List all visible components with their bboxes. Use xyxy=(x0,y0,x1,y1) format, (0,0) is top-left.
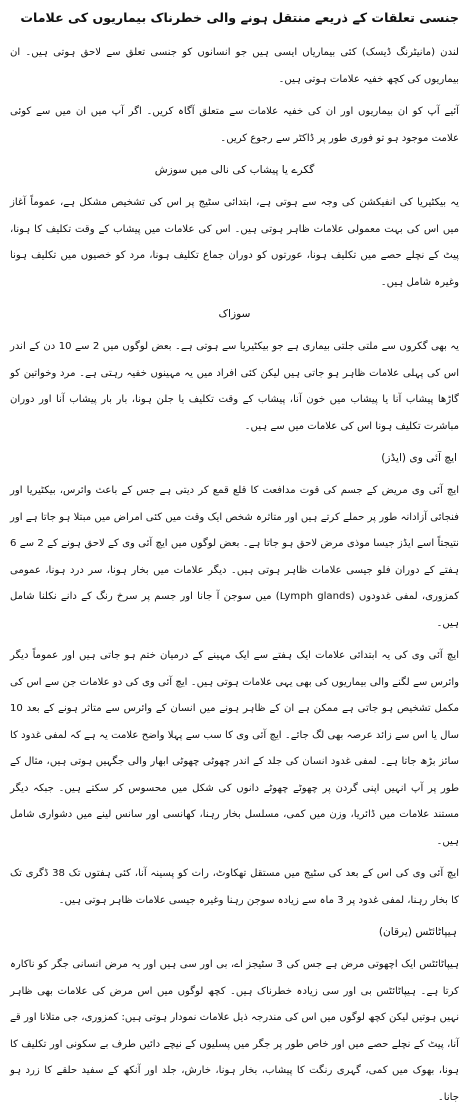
section-heading-hepatitis: ہیپاٹائٹس (یرقان) xyxy=(378,926,457,938)
intro-paragraph: آئیے آپ کو ان بیماریوں اور ان کی خفیہ علامات سے متعلق آگاہ کریں۔ اگر آپ میں ان میں سے کوئی علامت موجود ہو تو فوری طور پر ڈاکٹر سے رجوع کریں۔ xyxy=(10,106,459,144)
section-paragraph: یہ بیکٹیریا کی انفیکشن کی وجہ سے ہوتی ہے، ابتدائی سٹیج پر اس کی تشخیص مشکل ہے، عموماً آغاز میں اس کی بہت معمولی علامات ظاہر ہوتی ہیں۔ اس کی علامات میں پیشاب کے وقت تکلیف کا ہونا، پیٹ کے نچلے حصے میں تکلیف ہونا، عورتوں کو دوران جماع تکلیف ہونا، مرد کو خصیوں میں تکلیف ہونا وغیرہ شامل ہیں۔ xyxy=(10,197,459,288)
section-heading-hiv: ایچ آئی وی (ایڈز) xyxy=(381,452,457,464)
section-paragraph: ہیپاٹائٹس ایک اچھوتی مرض ہے جس کی 3 سٹیجز اے، بی اور سی ہیں اور یہ مرض انسانی جگر کو ناکارہ کرتا ہے۔ ہیپاٹائٹس بی اور سی زیادہ خطرناک ہیں۔ کچھ لوگوں میں اس مرض کی علامات بھی ظاہر نہیں ہوتیں لیکن کچھ لوگوں میں اس کی مندرجہ ذیل علامات نمودار ہوتی ہیں: کمزوری، جی متلانا اور قے آنا، پیٹ کے نچلے حصے میں اور خاص طور پر جگر میں پسلیوں کے نیچے دائیں طرف بے سکونی اور تکلیف کا ہونا، بھوک میں کمی، گہری رنگت کا پیشاب، بخار ہونا، خارش، جلد اور آنکھ کے سفید حلقے کا زرد ہو جانا۔ xyxy=(10,959,459,1103)
section-paragraph: ایچ آئی وی مریض کے جسم کی قوت مدافعت کا قلع قمع کر دیتی ہے جس کے باعث وائرس، بیکٹیریا اور فنجائی آزادانہ طور پر حملے کرتے ہیں اور متاثرہ شخص ایک وقت میں کئی امراض میں مبتلا ہو جاتا ہے اور نتیجتاً اسے ایڈز جیسا موذی مرض لاحق ہو جاتا ہے۔ بعض لوگوں میں ایچ آئی وی کے لاحق ہونے کے 2 سے 6 ہفتے کے دوران فلو جیسی علامات ظاہر ہوتی ہیں۔ دیگر علامات میں بخار ہونا، سر درد ہونا، عمومی کمزوری، لمفی غدودوں (Lymph glands) میں سوجن آ جانا اور جسم پر سرخ رنگ کے دانے نکلنا شامل ہیں۔ xyxy=(10,485,460,629)
section-paragraph: یہ بھی گکروں سے ملتی جلتی بیماری ہے جو بیکٹیریا سے ہوتی ہے۔ بعض لوگوں میں 2 سے 10 دن کے اندر اس کی پہلی علامات ظاہر ہو جاتی ہیں لیکن کئی افراد میں یہ مہینوں خفیہ رہتی ہے۔ مرد وخواتین کو گاڑھا پیشاب آنا یا پیشاب میں خون آنا، پیشاب کے وقت تکلیف یا جلن ہونا، بار بار پیشاب آنا اور دوران مباشرت تکلیف ہونا اس کی علامات میں سے ہیں۔ xyxy=(10,341,459,432)
section-heading-gonorrhea: سوزاک xyxy=(218,308,251,320)
article-title: جنسی تعلقات کے ذریعے منتقل ہونے والی خطرناک بیماریوں کی علامات xyxy=(20,10,459,25)
intro-paragraph: لندن (مانیٹرنگ ڈیسک) کئی بیماریاں ایسی ہیں جو انسانوں کو جنسی تعلق سے لاحق ہوتی ہیں۔ ان بیماریوں کی کچھ خفیہ علامات ہوتی ہیں۔ xyxy=(10,47,459,85)
section-heading-inflammation: گکرے یا پیشاب کی نالی میں سوزش xyxy=(154,164,315,176)
section-paragraph: ایچ آئی وی کی اس کے بعد کی سٹیج میں مستقل تھکاوٹ، رات کو پسینہ آنا، کئی ہفتوں تک 38 ڈگری تک کا بخار رہنا، لمفی غدود پر 3 ماہ سے زیادہ سوجن رہنا وغیرہ جیسی علامات ظاہر ہوتی ہیں۔ xyxy=(10,868,460,906)
section-paragraph: ایچ آئی وی کی یہ ابتدائی علامات ایک ہفتے سے ایک مہینے کے درمیان ختم ہو جاتی ہیں اور عموماً دیگر وائرس سے لگنے والی بیماریوں کی بھی یہی علامات ہوتی ہیں۔ ایچ آئی وی کی دو علامات جن سے اس کی مکمل تشخیص ہو جاتی ہے ممکن ہے ان کے ظاہر ہونے میں انسان کے وائرس سے متاثر ہونے کے بعد 10 سال یا اس سے زائد عرصہ بھی لگ جائے۔ ایچ آئی وی کا سب سے پہلا واضح علامت یہ ہے کہ لمفی غدود کا سائز بڑھ جاتا ہے۔ لمفی غدود انسان کی جلد کے اندر چھوٹی چھوٹی ابھار والی جگہیں ہوتی ہیں، مثال کے طور پر آپ انہیں اپنی گردن پر چھوٹے چھوٹے دانوں کی شکل میں محسوس کر سکتے ہیں۔ جبکہ دیگر مستند علامات میں ڈائریا، وزن میں کمی، مسلسل بخار رہنا، کھانسی اور سانس لینے میں دشواری شامل ہیں۔ xyxy=(10,650,459,847)
